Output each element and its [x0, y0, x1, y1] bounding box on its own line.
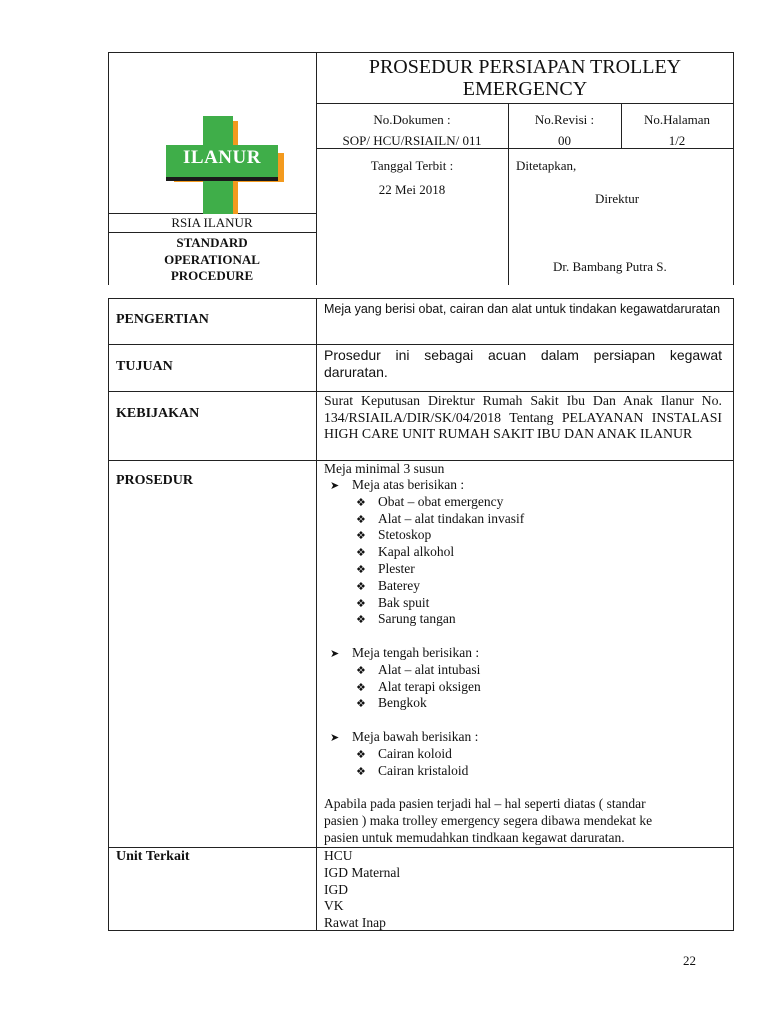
closing-line-3: pasien untuk memudahkan tindkaan kegawat daruratan.: [324, 830, 625, 845]
list-item-text: Obat – obat emergency: [378, 494, 504, 509]
diamond-bullet-icon: ❖: [356, 765, 366, 778]
list-item: [356, 494, 503, 512]
diamond-bullet-icon: ❖: [356, 513, 366, 526]
rev-value: 00: [558, 133, 571, 148]
prosedur-label: PROSEDUR: [116, 473, 194, 488]
unit-item: IGD Maternal: [324, 865, 401, 880]
unit-item: HCU: [324, 848, 353, 863]
list-item-text: Stetoskop: [378, 527, 432, 542]
list-item-text: Bengkok: [378, 695, 427, 710]
sop-label: [108, 235, 316, 285]
unit-item: VK: [324, 898, 344, 913]
hospital-name: RSIA ILANUR: [171, 215, 253, 230]
list-item: [356, 544, 454, 562]
list-item-text: Alat – alat tindakan invasif: [378, 511, 525, 526]
list-item: [356, 527, 431, 545]
table-col-divider: [316, 298, 317, 931]
top-heading-text: Meja atas berisikan :: [352, 477, 465, 492]
diamond-bullet-icon: ❖: [356, 681, 366, 694]
arrow-bullet-icon: ➤: [330, 647, 340, 660]
list-item-text: Alat terapi oksigen: [378, 679, 481, 694]
list-item-text: Kapal alkohol: [378, 544, 455, 559]
list-item-text: Alat – alat intubasi: [378, 662, 481, 677]
diamond-bullet-icon: ❖: [356, 496, 366, 509]
prosedur-intro: Meja minimal 3 susun: [324, 461, 445, 476]
tujuan-label: TUJUAN: [116, 359, 173, 374]
list-item-text: Bak spuit: [378, 595, 430, 610]
top-heading: [330, 477, 464, 495]
document-number: [316, 109, 508, 151]
footer-page-number: 22: [683, 953, 696, 968]
list-item-text: Baterey: [378, 578, 420, 593]
kebijakan-label: KEBIJAKAN: [116, 406, 200, 421]
list-item: [356, 611, 456, 629]
list-item-text: Plester: [378, 561, 415, 576]
page-value: 1/2: [668, 133, 686, 148]
unit-item: IGD: [324, 882, 348, 897]
pengertian-text: Meja yang berisi obat, cairan dan alat untuk tindakan kegawatdaruratan: [324, 302, 721, 316]
title-line-1: PROSEDUR PERSIAPAN TROLLEY: [368, 56, 682, 78]
diamond-bullet-icon: ❖: [356, 613, 366, 626]
row-divider-1: [108, 344, 734, 345]
header-hospital-bottom: [108, 232, 316, 233]
bottom-heading: [330, 729, 478, 747]
arrow-bullet-icon: ➤: [330, 731, 340, 744]
table-bottom-border: [108, 930, 734, 931]
list-item: [356, 746, 452, 764]
mid-heading-text: Meja tengah berisikan :: [352, 645, 480, 660]
pengertian-label: PENGERTIAN: [116, 312, 209, 327]
row-divider-4: [108, 847, 734, 848]
diamond-bullet-icon: ❖: [356, 664, 366, 677]
approver-title: Direktur: [595, 191, 640, 206]
diamond-bullet-icon: ❖: [356, 748, 366, 761]
diamond-bullet-icon: ❖: [356, 529, 366, 542]
unit-label: Unit Terkait: [116, 849, 190, 864]
list-item-text: Sarung tangan: [378, 611, 456, 626]
rev-label: No.Revisi :: [534, 112, 595, 127]
list-item: [356, 662, 480, 680]
mid-heading: [330, 645, 479, 663]
logo-text: ILANUR: [183, 147, 261, 168]
bottom-heading-text: Meja bawah berisikan :: [352, 729, 479, 744]
table-left-border: [108, 298, 109, 931]
approved-label: Ditetapkan,: [516, 158, 577, 173]
list-item: [356, 578, 420, 596]
list-item: [356, 561, 415, 579]
list-item-text: Cairan kristaloid: [378, 763, 469, 778]
row-divider-2: [108, 391, 734, 392]
doc-no-value: SOP/ HCU/RSIAILN/ 011: [342, 133, 482, 148]
sop-line-2: OPERATIONAL: [164, 251, 260, 267]
title-line-2: EMERGENCY: [462, 78, 588, 100]
header-title-divider: [316, 103, 734, 104]
sop-line-1: STANDARD: [176, 235, 248, 250]
closing-line-2: pasien ) maka trolley emergency segera dibawa mendekat ke: [324, 813, 653, 828]
diamond-bullet-icon: ❖: [356, 563, 366, 576]
issue-date: [316, 154, 508, 202]
date-label: Tanggal Terbit :: [370, 158, 454, 173]
page-info: [621, 109, 733, 151]
doc-no-label: No.Dokumen :: [373, 112, 451, 127]
tujuan-text: Prosedur ini sebagai acuan dalam persiapan kegawat daruratan.: [324, 347, 722, 380]
page-label: No.Halaman: [643, 112, 711, 127]
header-top-border: [108, 52, 734, 53]
diamond-bullet-icon: ❖: [356, 697, 366, 710]
arrow-bullet-icon: ➤: [330, 479, 340, 492]
list-item-text: Cairan koloid: [378, 746, 452, 761]
closing-line-1: Apabila pada pasien terjadi hal – hal seperti diatas ( standar: [324, 796, 646, 811]
diamond-bullet-icon: ❖: [356, 546, 366, 559]
unit-item: Rawat Inap: [324, 915, 386, 930]
list-item: [356, 695, 427, 713]
kebijakan-text: Surat Keputusan Direktur Rumah Sakit Ibu Dan Anak Ilanur No. 134/RSIAILA/DIR/SK/04/2018 Tentang PELAYANAN INSTALASI HIGH CARE UNIT RUMAH SAKIT IBU DAN ANAK ILANUR: [324, 393, 722, 442]
sop-line-3: PROCEDURE: [170, 268, 254, 283]
diamond-bullet-icon: ❖: [356, 580, 366, 593]
list-item: [356, 763, 468, 781]
approver-name: Dr. Bambang Putra S.: [553, 259, 667, 274]
table-top-border: [108, 298, 734, 299]
revision-number: [508, 109, 621, 151]
diamond-bullet-icon: ❖: [356, 597, 366, 610]
document-title: [316, 56, 734, 100]
table-right-border: [733, 298, 734, 931]
date-value: 22 Mei 2018: [378, 182, 446, 197]
